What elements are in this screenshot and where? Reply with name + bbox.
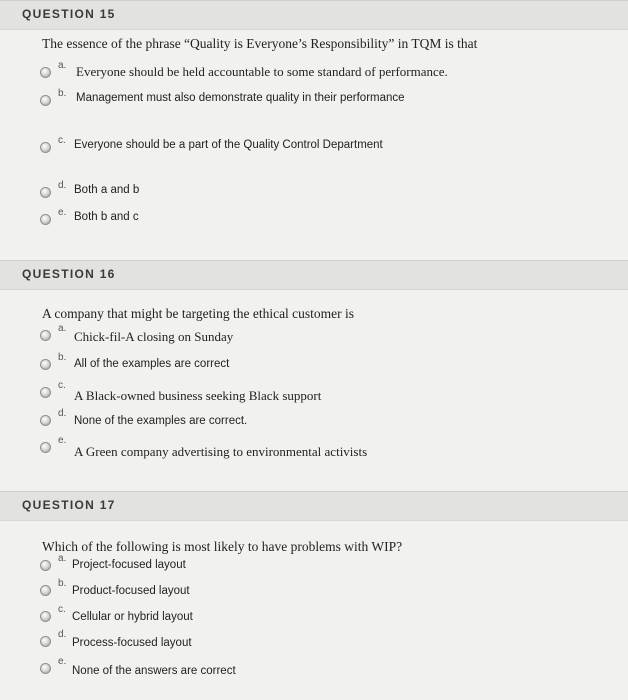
q15-option-a-radio[interactable]	[40, 67, 51, 78]
q15-option-c-text: Everyone should be a part of the Quality Control Department	[74, 139, 383, 151]
q17-option-b-letter: b.	[58, 578, 67, 589]
q15-option-c-radio[interactable]	[40, 142, 51, 153]
q17-option-d-radio[interactable]	[40, 636, 51, 647]
q16-option-d-letter: d.	[58, 408, 67, 419]
q17-option-a-letter: a.	[58, 553, 67, 564]
question-17-prompt: Which of the following is most likely to have problems with WIP?	[42, 539, 403, 554]
q17-option-c-text: Cellular or hybrid layout	[72, 611, 193, 623]
q17-option-d-text: Process-focused layout	[72, 637, 192, 649]
q15-option-e-radio[interactable]	[40, 214, 51, 225]
question-15-prompt: The essence of the phrase “Quality is Everyone’s Responsibility” in TQM is that	[42, 36, 478, 51]
q15-option-e-text: Both b and c	[74, 211, 139, 223]
q16-option-e-text: A Green company advertising to environmental activists	[74, 444, 368, 459]
q17-option-b-radio[interactable]	[40, 585, 51, 596]
q16-option-a-letter: a.	[58, 323, 67, 334]
question-17-title: QUESTION 17	[22, 498, 116, 512]
q15-option-e-letter: e.	[58, 207, 67, 218]
q17-option-c-radio[interactable]	[40, 611, 51, 622]
q17-option-d-letter: d.	[58, 629, 67, 640]
q15-option-c-letter: c.	[58, 135, 66, 146]
q16-option-c-text: A Black-owned business seeking Black support	[74, 388, 322, 403]
q16-option-d-radio[interactable]	[40, 415, 51, 426]
q16-option-a-radio[interactable]	[40, 330, 51, 341]
q16-option-b-text: All of the examples are correct	[74, 358, 230, 370]
q17-option-e-letter: e.	[58, 656, 67, 667]
question-15-title: QUESTION 15	[22, 7, 116, 21]
q16-option-d-text: None of the examples are correct.	[74, 415, 248, 427]
q17-option-e-radio[interactable]	[40, 663, 51, 674]
q16-option-b-letter: b.	[58, 352, 67, 363]
q15-option-b-text: Management must also demonstrate quality in their performance	[76, 92, 405, 104]
q16-option-c-radio[interactable]	[40, 387, 51, 398]
q16-option-c-letter: c.	[58, 380, 66, 391]
q15-option-d-radio[interactable]	[40, 187, 51, 198]
q17-option-c-letter: c.	[58, 604, 66, 615]
question-16-header	[0, 260, 628, 290]
question-16-title: QUESTION 16	[22, 267, 116, 281]
q15-option-a-text: Everyone should be held accountable to some standard of performance.	[76, 64, 448, 79]
q15-option-b-radio[interactable]	[40, 95, 51, 106]
question-16-prompt: A company that might be targeting the ethical customer is	[42, 306, 355, 321]
q16-option-b-radio[interactable]	[40, 359, 51, 370]
q15-option-b-letter: b.	[58, 88, 67, 99]
q17-option-b-text: Product-focused layout	[72, 585, 190, 597]
q17-option-a-radio[interactable]	[40, 560, 51, 571]
q17-option-e-text: None of the answers are correct	[72, 665, 236, 677]
q15-option-d-text: Both a and b	[74, 184, 140, 196]
q17-option-a-text: Project-focused layout	[72, 559, 186, 571]
question-17-header	[0, 491, 628, 521]
q15-option-a-letter: a.	[58, 60, 67, 71]
q16-option-e-radio[interactable]	[40, 442, 51, 453]
question-15-header	[0, 0, 628, 30]
q15-option-d-letter: d.	[58, 180, 67, 191]
q16-option-a-text: Chick-fil-A closing on Sunday	[74, 329, 234, 344]
q16-option-e-letter: e.	[58, 435, 67, 446]
